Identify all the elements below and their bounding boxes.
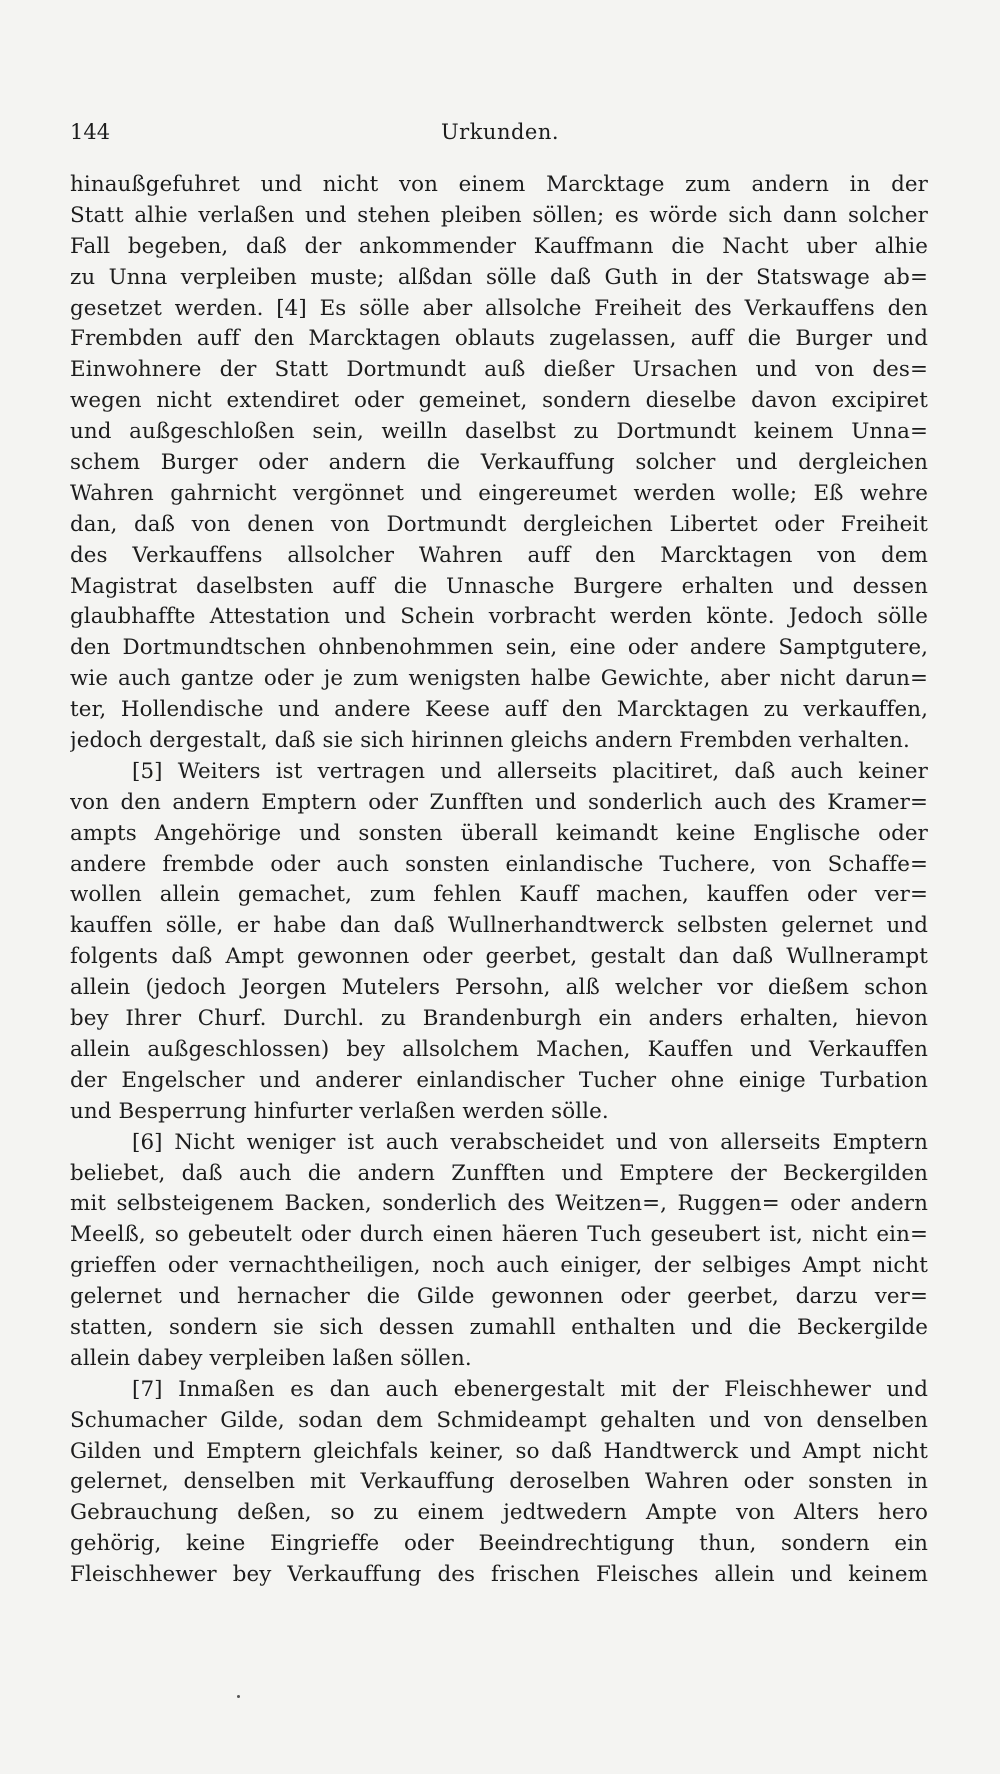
text-line: wegen nicht extendiret oder gemeinet, sondern dieselbe davon excipiret: [70, 388, 928, 414]
text-line: Gebrauchung deßen, so zu einem jedtwedern Ampte von Alters hero: [70, 1500, 928, 1526]
text-line: grieffen oder vernachtheiligen, noch auch einiger, der selbiges Ampt nicht: [70, 1253, 928, 1279]
text-line: kauffen sölle, er habe dan daß Wullnerhandtwerck selbsten gelernet und: [70, 913, 928, 939]
text-line: jedoch dergestalt, daß sie sich hirinnen gleichs andern Frembden verhalten.: [70, 728, 910, 754]
text-line: Einwohnere der Statt Dortmundt auß dießer Ursachen und von des=: [70, 357, 928, 383]
paragraph-start-line: [5] Weiters ist vertragen und allerseits placitiret, daß auch keiner: [132, 758, 928, 784]
text-line: und Besperrung hinfurter verlaßen werden sölle.: [70, 1098, 609, 1124]
text-line: wollen allein gemachet, zum fehlen Kauff machen, kauffen oder ver=: [70, 882, 928, 908]
text-line: gelernet und hernacher die Gilde gewonnen oder geerbet, darzu ver=: [70, 1284, 928, 1310]
text-line: Schumacher Gilde, sodan dem Schmideampt gehalten und von denselben: [70, 1407, 928, 1433]
page-header: [70, 117, 930, 147]
text-line: und außgeschloßen sein, weilln daselbst zu Dortmundt keinem Unna=: [70, 419, 928, 445]
text-line: allein (jedoch Jeorgen Mutelers Persohn, alß welcher vor dießem schon: [70, 975, 928, 1001]
text-line: der Engelscher und anderer einlandischer Tucher ohne einige Turbation: [70, 1067, 928, 1093]
body-text: [70, 170, 928, 1591]
text-line: schem Burger oder andern die Verkauffung solcher und dergleichen: [70, 450, 928, 476]
text-line: Fleischhewer bey Verkauffung des frischen Fleisches allein und keinem: [70, 1562, 928, 1588]
text-line: Statt alhie verlaßen und stehen pleiben söllen; es wörde sich dann solcher: [70, 202, 928, 228]
running-head: Urkunden.: [440, 120, 560, 144]
text-line: statten, sondern sie sich dessen zumahll enthalten und die Beckergilde: [70, 1314, 928, 1340]
page-number: 144: [70, 120, 111, 144]
text-line: Fall begeben, daß der ankommender Kauffmann die Nacht uber alhie: [70, 233, 928, 259]
paragraph-start-line: [7] Inmaßen es dan auch ebenergestalt mit der Fleischhewer und: [132, 1376, 928, 1402]
text-line: beliebet, daß auch die andern Zunfften und Emptere der Beckergilden: [70, 1160, 928, 1186]
text-line: allein dabey verpleiben laßen söllen.: [70, 1345, 472, 1371]
text-line: allein außgeschlossen) bey allsolchem Machen, Kauffen und Verkauffen: [70, 1036, 928, 1062]
text-line: zu Unna verpleiben muste; alßdan sölle daß Guth in der Statswage ab=: [70, 264, 928, 290]
text-line: den Dortmundtschen ohnbenohmmen sein, eine oder andere Samptgutere,: [70, 635, 928, 661]
text-line: Meelß, so gebeutelt oder durch einen häeren Tuch geseubert ist, nicht ein=: [70, 1222, 928, 1248]
text-line: gelernet, denselben mit Verkauffung deroselben Wahren oder sonsten in: [70, 1469, 928, 1495]
text-line: gehörig, keine Eingrieffe oder Beeindrechtigung thun, sondern ein: [70, 1531, 928, 1557]
text-line: Wahren gahrnicht vergönnet und eingereumet werden wolle; Eß wehre: [70, 480, 928, 506]
text-line: ampts Angehörige und sonsten überall keimandt keine Englische oder: [70, 820, 928, 846]
text-line: von den andern Emptern oder Zunfften und sonderlich auch des Kramer=: [70, 789, 928, 815]
text-line: andere frembde oder auch sonsten einlandische Tuchere, von Schaffe=: [70, 851, 928, 877]
text-line: hinaußgefuhret und nicht von einem Marcktage zum andern in der: [70, 172, 928, 197]
text-line: mit selbsteigenem Backen, sonderlich des Weitzen=, Ruggen= oder andern: [70, 1191, 928, 1217]
text-line: wie auch gantze oder je zum wenigsten halbe Gewichte, aber nicht darun=: [70, 666, 928, 692]
text-line: folgents daß Ampt gewonnen oder geerbet, gestalt dan daß Wullnerampt: [70, 944, 928, 970]
paragraph-start-line: [6] Nicht weniger ist auch verabscheidet und von allerseits Emptern: [132, 1129, 928, 1155]
text-line: dan, daß von denen von Dortmundt dergleichen Libertet oder Freiheit: [70, 511, 928, 537]
text-line: Magistrat daselbsten auff die Unnasche Burgere erhalten und dessen: [70, 573, 928, 599]
text-line: des Verkauffens allsolcher Wahren auff den Marcktagen von dem: [70, 542, 928, 568]
paper-speck: [237, 1695, 240, 1698]
text-line: Frembden auff den Marcktagen oblauts zugelassen, auff die Burger und: [70, 326, 928, 352]
text-line: bey Ihrer Churf. Durchl. zu Brandenburgh ein anders erhalten, hievon: [70, 1006, 928, 1032]
text-line: glaubhaffte Attestation und Schein vorbracht werden könte. Jedoch sölle: [70, 604, 928, 630]
text-line: Gilden und Emptern gleichfals keiner, so daß Handtwerck und Ampt nicht: [70, 1438, 928, 1464]
text-line: ter, Hollendische und andere Keese auff den Marcktagen zu verkauffen,: [70, 697, 928, 723]
text-line: gesetzet werden. [4] Es sölle aber allsolche Freiheit des Verkauffens den: [70, 295, 928, 321]
